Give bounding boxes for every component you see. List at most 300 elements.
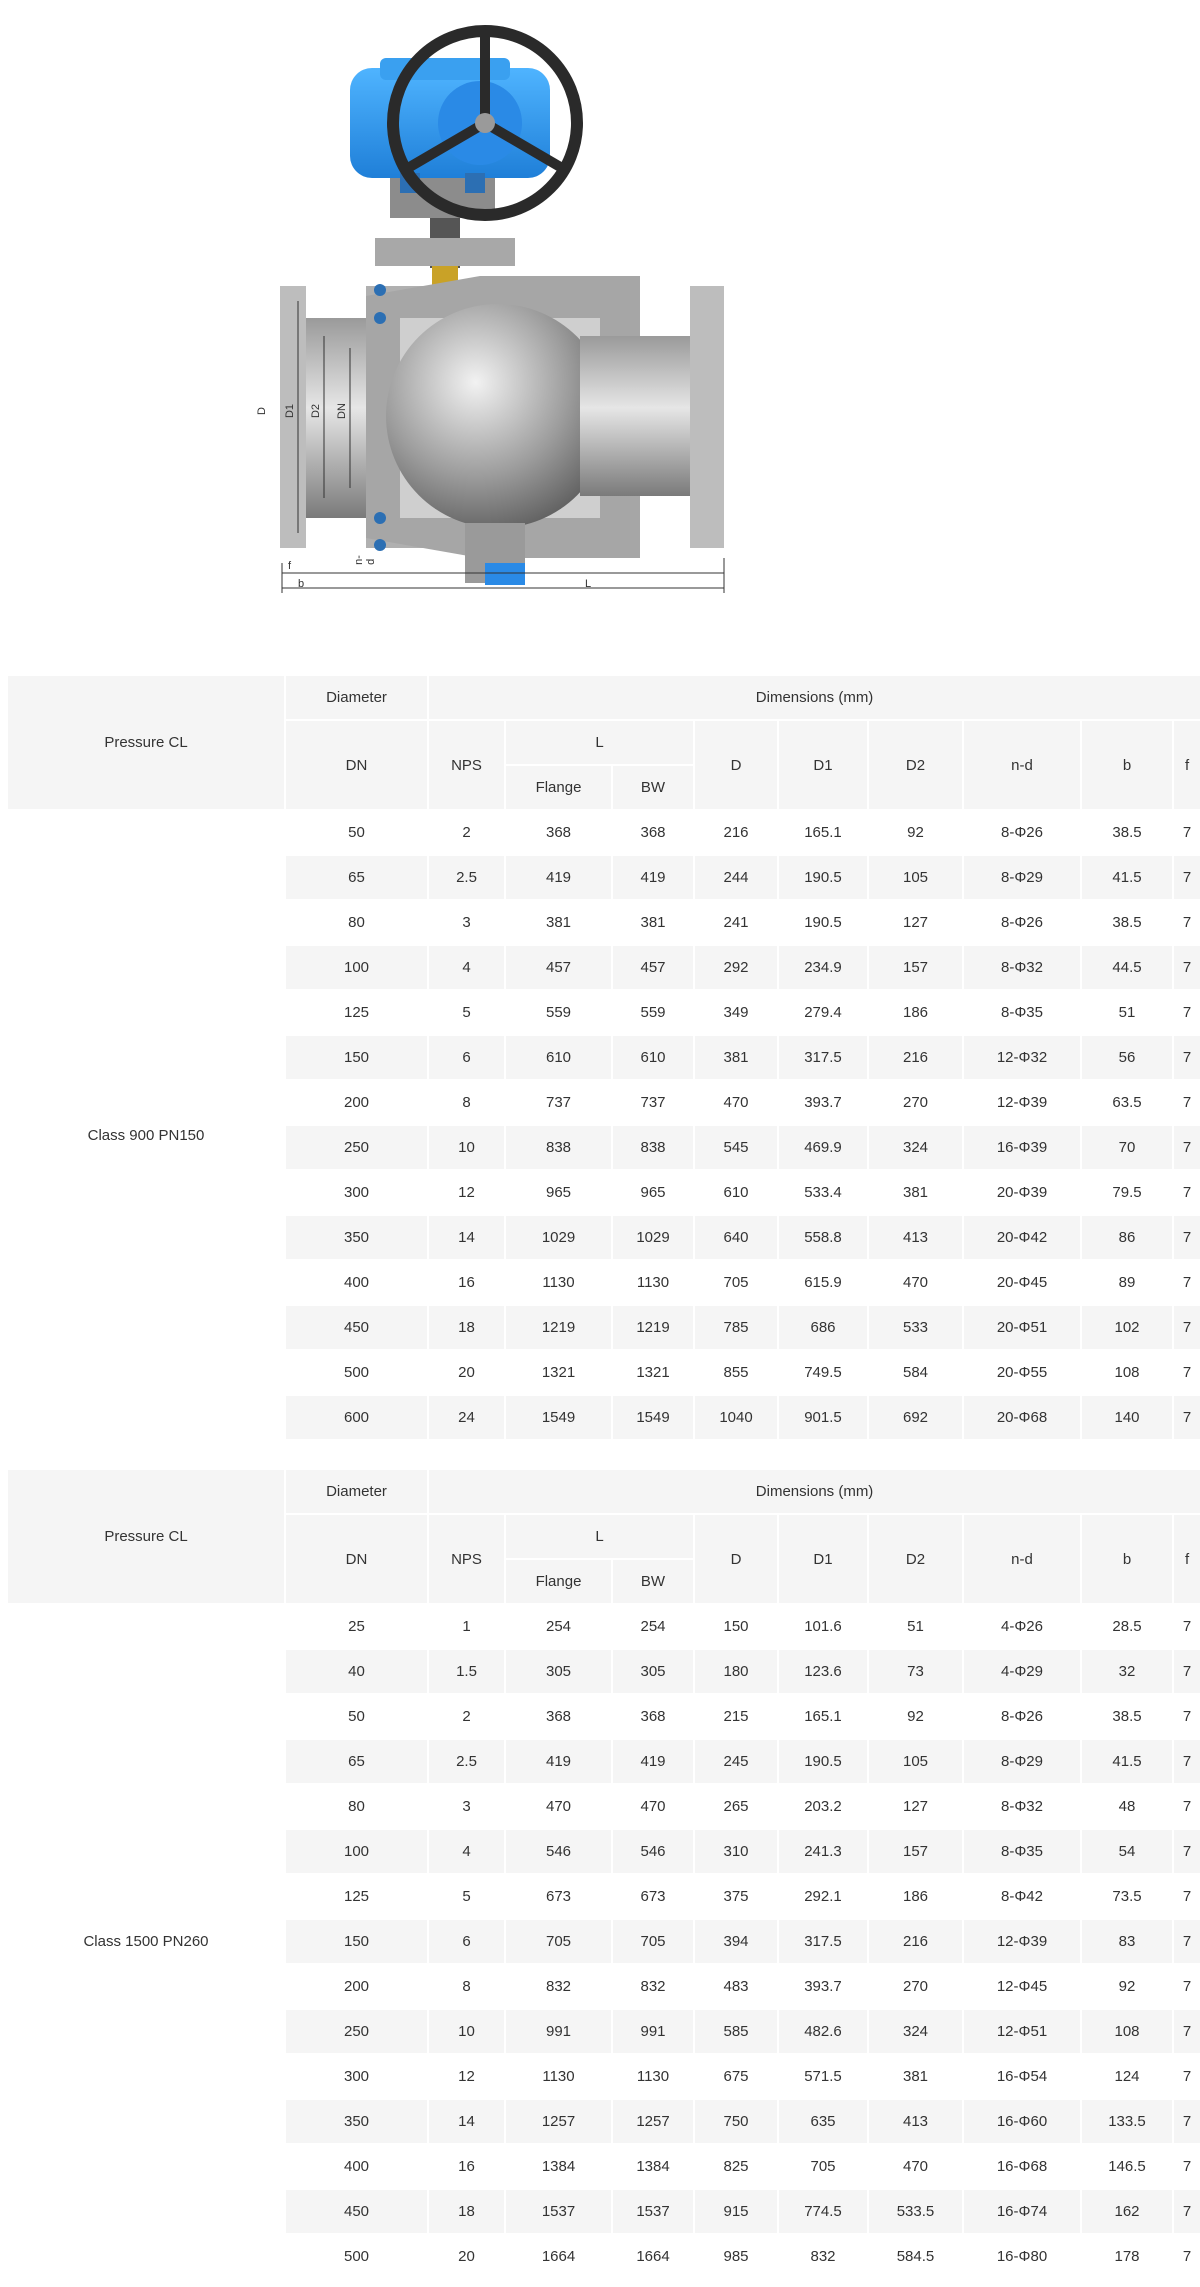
cell-nd: 8-Φ42 [964, 1875, 1080, 1918]
cell-nps: 16 [429, 1261, 504, 1304]
cell-l-flange: 1549 [506, 1396, 611, 1439]
cell-b: 133.5 [1082, 2100, 1172, 2143]
cell-nps: 20 [429, 1351, 504, 1394]
cell-dn: 125 [286, 991, 427, 1034]
cell-nd: 8-Φ32 [964, 1785, 1080, 1828]
cell-l-flange: 965 [506, 1171, 611, 1214]
cell-nps: 2.5 [429, 1740, 504, 1783]
d2-header: D2 [869, 1515, 962, 1603]
cell-f: 7 [1174, 1875, 1200, 1918]
cell-dn: 350 [286, 1216, 427, 1259]
cell-d1: 533.4 [779, 1171, 867, 1214]
cell-f: 7 [1174, 1785, 1200, 1828]
cell-dn: 400 [286, 1261, 427, 1304]
cell-nps: 8 [429, 1081, 504, 1124]
cell-l-bw: 673 [613, 1875, 693, 1918]
cell-l-flange: 1257 [506, 2100, 611, 2143]
cell-nd: 16-Φ60 [964, 2100, 1080, 2143]
cell-l-bw: 1257 [613, 2100, 693, 2143]
cell-f: 7 [1174, 2100, 1200, 2143]
cell-l-bw: 991 [613, 2010, 693, 2053]
cell-b: 63.5 [1082, 1081, 1172, 1124]
dim-label-nd: n-d [352, 555, 377, 565]
cell-d1: 469.9 [779, 1126, 867, 1169]
cell-f: 7 [1174, 1261, 1200, 1304]
cell-l-flange: 254 [506, 1605, 611, 1648]
cell-dn: 150 [286, 1036, 427, 1079]
nps-header: NPS [429, 1515, 504, 1603]
cell-dn: 300 [286, 2055, 427, 2098]
cell-nd: 8-Φ26 [964, 901, 1080, 944]
cell-dn: 350 [286, 2100, 427, 2143]
cell-d: 375 [695, 1875, 777, 1918]
cell-b: 32 [1082, 1650, 1172, 1693]
spacer-cell [1174, 1441, 1200, 1459]
cell-nps: 18 [429, 1306, 504, 1349]
cell-d2: 584 [869, 1351, 962, 1394]
cell-nd: 20-Φ45 [964, 1261, 1080, 1304]
pressure-cl-header: Pressure CL [8, 676, 284, 809]
cell-dn: 200 [286, 1965, 427, 2008]
cell-b: 89 [1082, 1261, 1172, 1304]
cell-dn: 80 [286, 1785, 427, 1828]
cell-b: 41.5 [1082, 1740, 1172, 1783]
cell-l-bw: 838 [613, 1126, 693, 1169]
cell-nd: 16-Φ39 [964, 1126, 1080, 1169]
dim-label-dn: DN [335, 403, 348, 419]
l-header: L [506, 721, 693, 764]
cell-d: 381 [695, 1036, 777, 1079]
cell-d1: 203.2 [779, 1785, 867, 1828]
cell-f: 7 [1174, 2055, 1200, 2098]
cell-b: 146.5 [1082, 2145, 1172, 2188]
cell-d2: 73 [869, 1650, 962, 1693]
cell-dn: 250 [286, 2010, 427, 2053]
cell-dn: 400 [286, 2145, 427, 2188]
cell-f: 7 [1174, 1965, 1200, 2008]
cell-dn: 40 [286, 1650, 427, 1693]
cell-nps: 8 [429, 1965, 504, 2008]
cell-f: 7 [1174, 1605, 1200, 1648]
cell-f: 7 [1174, 901, 1200, 944]
cell-dn: 600 [286, 1396, 427, 1439]
cell-d: 483 [695, 1965, 777, 2008]
flange-header: Flange [506, 766, 611, 809]
cell-nps: 2 [429, 811, 504, 854]
cell-b: 108 [1082, 2010, 1172, 2053]
cell-f: 7 [1174, 991, 1200, 1034]
cell-d2: 324 [869, 1126, 962, 1169]
spacer-cell [869, 1441, 962, 1459]
cell-l-bw: 470 [613, 1785, 693, 1828]
cell-f: 7 [1174, 1126, 1200, 1169]
cell-nd: 20-Φ68 [964, 1396, 1080, 1439]
cell-nd: 4-Φ26 [964, 1605, 1080, 1648]
cell-l-flange: 419 [506, 856, 611, 899]
cell-d2: 324 [869, 2010, 962, 2053]
spacer-cell [964, 1441, 1080, 1459]
cell-dn: 50 [286, 811, 427, 854]
d-header: D [695, 1515, 777, 1603]
spec-table-class-1500 [6, 1468, 1200, 2280]
cell-d2: 216 [869, 1036, 962, 1079]
spec-table-class-900 [6, 674, 1200, 1461]
spacer-cell [506, 1441, 611, 1459]
cell-nps: 2 [429, 1695, 504, 1738]
cell-b: 73.5 [1082, 1875, 1172, 1918]
dim-label-d: D [255, 407, 268, 415]
cell-l-bw: 1130 [613, 1261, 693, 1304]
cell-l-flange: 546 [506, 1830, 611, 1873]
cell-l-flange: 832 [506, 1965, 611, 2008]
cell-nps: 20 [429, 2235, 504, 2278]
cell-nd: 4-Φ29 [964, 1650, 1080, 1693]
diameter-header: Diameter [286, 676, 427, 719]
cell-nd: 8-Φ29 [964, 856, 1080, 899]
cell-d2: 470 [869, 1261, 962, 1304]
cell-d2: 270 [869, 1965, 962, 2008]
cell-d: 855 [695, 1351, 777, 1394]
cell-l-flange: 673 [506, 1875, 611, 1918]
cell-nps: 5 [429, 991, 504, 1034]
cell-nps: 4 [429, 1830, 504, 1873]
cell-l-bw: 368 [613, 1695, 693, 1738]
cell-f: 7 [1174, 856, 1200, 899]
dim-label-d2: D2 [310, 403, 323, 419]
b-header: b [1082, 1515, 1172, 1603]
cell-d1: 635 [779, 2100, 867, 2143]
cell-d2: 413 [869, 1216, 962, 1259]
spacer-cell [286, 1441, 427, 1459]
cell-d2: 186 [869, 1875, 962, 1918]
cell-l-flange: 1384 [506, 2145, 611, 2188]
cell-d2: 692 [869, 1396, 962, 1439]
d2-header: D2 [869, 721, 962, 809]
cell-nd: 8-Φ35 [964, 991, 1080, 1034]
b-header: b [1082, 721, 1172, 809]
cell-f: 7 [1174, 2235, 1200, 2278]
cell-l-bw: 1549 [613, 1396, 693, 1439]
cell-d: 470 [695, 1081, 777, 1124]
cell-dn: 125 [286, 1875, 427, 1918]
cell-l-bw: 381 [613, 901, 693, 944]
cell-l-bw: 368 [613, 811, 693, 854]
cell-d1: 190.5 [779, 901, 867, 944]
cell-d: 785 [695, 1306, 777, 1349]
cell-d2: 51 [869, 1605, 962, 1648]
cell-d2: 470 [869, 2145, 962, 2188]
dim-label-f: f [288, 560, 292, 572]
cell-nd: 12-Φ39 [964, 1920, 1080, 1963]
cell-b: 140 [1082, 1396, 1172, 1439]
nd-header: n-d [964, 721, 1080, 809]
cell-d2: 533 [869, 1306, 962, 1349]
cell-d2: 105 [869, 1740, 962, 1783]
dim-label-d1: D1 [284, 403, 297, 419]
cell-nd: 20-Φ39 [964, 1171, 1080, 1214]
cell-f: 7 [1174, 946, 1200, 989]
cell-d1: 832 [779, 2235, 867, 2278]
cell-d1: 558.8 [779, 1216, 867, 1259]
cell-f: 7 [1174, 1306, 1200, 1349]
cell-d2: 413 [869, 2100, 962, 2143]
cell-nd: 16-Φ68 [964, 2145, 1080, 2188]
spacer-cell [695, 1441, 777, 1459]
d1-header: D1 [779, 721, 867, 809]
cell-l-flange: 1130 [506, 1261, 611, 1304]
cell-d2: 157 [869, 1830, 962, 1873]
dimensions-header: Dimensions (mm) [429, 1470, 1200, 1513]
l-header: L [506, 1515, 693, 1558]
cell-d2: 381 [869, 1171, 962, 1214]
cell-dn: 200 [286, 1081, 427, 1124]
cell-d1: 165.1 [779, 811, 867, 854]
cell-l-flange: 705 [506, 1920, 611, 1963]
valve-body [280, 276, 724, 585]
cell-l-flange: 1321 [506, 1351, 611, 1394]
cell-l-flange: 991 [506, 2010, 611, 2053]
dimensions-header: Dimensions (mm) [429, 676, 1200, 719]
cell-d1: 317.5 [779, 1920, 867, 1963]
cell-f: 7 [1174, 1695, 1200, 1738]
cell-l-bw: 1384 [613, 2145, 693, 2188]
cell-b: 124 [1082, 2055, 1172, 2098]
cell-b: 108 [1082, 1351, 1172, 1394]
gearbox [350, 58, 550, 178]
cell-f: 7 [1174, 811, 1200, 854]
cell-d2: 186 [869, 991, 962, 1034]
cell-f: 7 [1174, 1740, 1200, 1783]
cell-l-flange: 457 [506, 946, 611, 989]
cell-dn: 500 [286, 1351, 427, 1394]
cell-dn: 65 [286, 1740, 427, 1783]
cell-d2: 127 [869, 1785, 962, 1828]
cell-d: 915 [695, 2190, 777, 2233]
cell-l-bw: 1130 [613, 2055, 693, 2098]
cell-nps: 6 [429, 1920, 504, 1963]
cell-b: 44.5 [1082, 946, 1172, 989]
cell-dn: 50 [286, 1695, 427, 1738]
cell-l-bw: 1029 [613, 1216, 693, 1259]
cell-nps: 3 [429, 1785, 504, 1828]
cell-nps: 16 [429, 2145, 504, 2188]
cell-d: 545 [695, 1126, 777, 1169]
cell-l-flange: 368 [506, 811, 611, 854]
cell-nps: 2.5 [429, 856, 504, 899]
cell-d2: 584.5 [869, 2235, 962, 2278]
cell-f: 7 [1174, 1396, 1200, 1439]
cell-d: 310 [695, 1830, 777, 1873]
cell-nps: 12 [429, 2055, 504, 2098]
cell-f: 7 [1174, 1351, 1200, 1394]
cell-l-flange: 368 [506, 1695, 611, 1738]
nps-header: NPS [429, 721, 504, 809]
cell-b: 162 [1082, 2190, 1172, 2233]
spacer-cell [613, 1441, 693, 1459]
cell-b: 51 [1082, 991, 1172, 1034]
cell-nd: 8-Φ26 [964, 1695, 1080, 1738]
d1-header: D1 [779, 1515, 867, 1603]
cell-d1: 101.6 [779, 1605, 867, 1648]
cell-d1: 317.5 [779, 1036, 867, 1079]
cell-l-flange: 381 [506, 901, 611, 944]
cell-d: 180 [695, 1650, 777, 1693]
cell-d1: 901.5 [779, 1396, 867, 1439]
cell-l-flange: 1664 [506, 2235, 611, 2278]
flange-header: Flange [506, 1560, 611, 1603]
cell-l-bw: 254 [613, 1605, 693, 1648]
cell-d1: 705 [779, 2145, 867, 2188]
cell-l-flange: 1029 [506, 1216, 611, 1259]
cell-d2: 127 [869, 901, 962, 944]
cell-f: 7 [1174, 2010, 1200, 2053]
f-header: f [1174, 721, 1200, 809]
cell-f: 7 [1174, 1036, 1200, 1079]
cell-l-bw: 559 [613, 991, 693, 1034]
cell-b: 38.5 [1082, 811, 1172, 854]
cell-d2: 105 [869, 856, 962, 899]
cell-l-flange: 1219 [506, 1306, 611, 1349]
cell-l-flange: 1537 [506, 2190, 611, 2233]
cell-d2: 533.5 [869, 2190, 962, 2233]
bw-header: BW [613, 766, 693, 809]
pressure-cl-header: Pressure CL [8, 1470, 284, 1603]
cell-d: 215 [695, 1695, 777, 1738]
cell-b: 48 [1082, 1785, 1172, 1828]
cell-nps: 1.5 [429, 1650, 504, 1693]
cell-d1: 292.1 [779, 1875, 867, 1918]
cell-l-bw: 546 [613, 1830, 693, 1873]
cell-dn: 80 [286, 901, 427, 944]
diameter-header: Diameter [286, 1470, 427, 1513]
cell-d2: 157 [869, 946, 962, 989]
cell-d: 640 [695, 1216, 777, 1259]
cell-d: 750 [695, 2100, 777, 2143]
cell-d2: 92 [869, 1695, 962, 1738]
cell-nd: 16-Φ74 [964, 2190, 1080, 2233]
cell-d1: 190.5 [779, 1740, 867, 1783]
cell-b: 79.5 [1082, 1171, 1172, 1214]
cell-l-flange: 1130 [506, 2055, 611, 2098]
cell-b: 86 [1082, 1216, 1172, 1259]
spacer-cell [1082, 1441, 1172, 1459]
cell-l-flange: 838 [506, 1126, 611, 1169]
cell-d: 675 [695, 2055, 777, 2098]
cell-dn: 250 [286, 1126, 427, 1169]
nd-header: n-d [964, 1515, 1080, 1603]
cell-d1: 279.4 [779, 991, 867, 1034]
dn-header: DN [286, 721, 427, 809]
cell-dn: 100 [286, 1830, 427, 1873]
cell-l-bw: 965 [613, 1171, 693, 1214]
dim-label-b: b [298, 578, 305, 590]
cell-l-bw: 1219 [613, 1306, 693, 1349]
cell-d: 585 [695, 2010, 777, 2053]
cell-nd: 20-Φ55 [964, 1351, 1080, 1394]
cell-d1: 615.9 [779, 1261, 867, 1304]
cell-l-bw: 419 [613, 856, 693, 899]
cell-d1: 482.6 [779, 2010, 867, 2053]
cell-dn: 65 [286, 856, 427, 899]
cell-dn: 25 [286, 1605, 427, 1648]
cell-d1: 571.5 [779, 2055, 867, 2098]
cell-l-flange: 737 [506, 1081, 611, 1124]
cell-d: 244 [695, 856, 777, 899]
cell-d: 985 [695, 2235, 777, 2278]
spacer-cell [429, 1441, 504, 1459]
cell-b: 92 [1082, 1965, 1172, 2008]
cell-d: 245 [695, 1740, 777, 1783]
cell-nd: 12-Φ32 [964, 1036, 1080, 1079]
cell-l-bw: 610 [613, 1036, 693, 1079]
cell-l-flange: 419 [506, 1740, 611, 1783]
cell-nps: 6 [429, 1036, 504, 1079]
cell-b: 54 [1082, 1830, 1172, 1873]
cell-l-flange: 559 [506, 991, 611, 1034]
pressure-class-cell: Class 900 PN150 [8, 811, 284, 1459]
cell-d1: 749.5 [779, 1351, 867, 1394]
d-header: D [695, 721, 777, 809]
table-row [8, 811, 1200, 854]
bw-header: BW [613, 1560, 693, 1603]
cell-nd: 12-Φ39 [964, 1081, 1080, 1124]
cell-nd: 8-Φ32 [964, 946, 1080, 989]
f-header: f [1174, 1515, 1200, 1603]
cell-nps: 14 [429, 1216, 504, 1259]
cell-nd: 20-Φ42 [964, 1216, 1080, 1259]
cell-nps: 10 [429, 2010, 504, 2053]
cell-f: 7 [1174, 1216, 1200, 1259]
cell-nps: 12 [429, 1171, 504, 1214]
cell-nps: 18 [429, 2190, 504, 2233]
cell-l-bw: 832 [613, 1965, 693, 2008]
cell-d1: 123.6 [779, 1650, 867, 1693]
dn-header: DN [286, 1515, 427, 1603]
cell-d1: 774.5 [779, 2190, 867, 2233]
cell-l-bw: 1664 [613, 2235, 693, 2278]
cell-nd: 12-Φ51 [964, 2010, 1080, 2053]
ball-valve-illustration [280, 18, 840, 618]
cell-nd: 8-Φ29 [964, 1740, 1080, 1783]
cell-d: 265 [695, 1785, 777, 1828]
cell-f: 7 [1174, 2145, 1200, 2188]
cell-nd: 20-Φ51 [964, 1306, 1080, 1349]
cell-nps: 24 [429, 1396, 504, 1439]
cell-dn: 100 [286, 946, 427, 989]
cell-d: 1040 [695, 1396, 777, 1439]
cell-d2: 216 [869, 1920, 962, 1963]
cell-d: 216 [695, 811, 777, 854]
cell-b: 41.5 [1082, 856, 1172, 899]
cell-nd: 8-Φ35 [964, 1830, 1080, 1873]
cell-d: 610 [695, 1171, 777, 1214]
cell-d2: 270 [869, 1081, 962, 1124]
cell-d1: 686 [779, 1306, 867, 1349]
cell-b: 178 [1082, 2235, 1172, 2278]
cell-f: 7 [1174, 1920, 1200, 1963]
cell-f: 7 [1174, 1650, 1200, 1693]
cell-b: 102 [1082, 1306, 1172, 1349]
cell-d2: 381 [869, 2055, 962, 2098]
cell-l-bw: 1321 [613, 1351, 693, 1394]
cell-d2: 92 [869, 811, 962, 854]
dim-label-l: L [585, 578, 592, 590]
cell-l-bw: 737 [613, 1081, 693, 1124]
cell-d: 705 [695, 1261, 777, 1304]
cell-dn: 300 [286, 1171, 427, 1214]
cell-b: 83 [1082, 1920, 1172, 1963]
cell-b: 70 [1082, 1126, 1172, 1169]
